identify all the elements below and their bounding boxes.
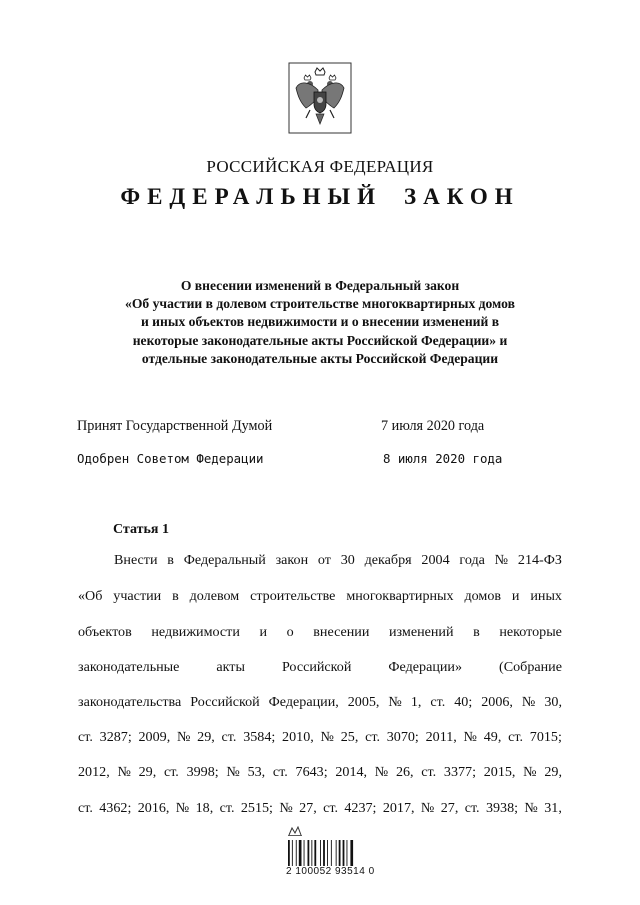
body-word: строительстве xyxy=(250,588,336,604)
article-heading: Статья 1 xyxy=(113,522,169,537)
body-word: 2014, xyxy=(335,764,368,780)
body-word: 30, xyxy=(544,694,562,710)
body-word: ст. xyxy=(421,764,437,780)
body-word: о xyxy=(286,624,294,640)
law-type-word-federal: ФЕДЕРАЛЬНЫЙ xyxy=(120,184,383,209)
body-word: 49, xyxy=(483,729,502,745)
body-word: многоквартирных xyxy=(346,588,454,604)
body-line xyxy=(78,552,562,572)
body-word: ст. xyxy=(219,800,235,816)
body-word: № xyxy=(226,764,240,780)
country-name: РОССИЙСКАЯ ФЕДЕРАЦИЯ xyxy=(206,157,434,176)
body-word: внесении xyxy=(313,624,370,640)
law-title-line: некоторые законодательные акты Российской Федерации» и xyxy=(132,332,508,348)
council-approval-label: Одобрен Советом Федерации xyxy=(77,451,264,466)
body-word: ст. xyxy=(163,764,179,780)
body-word: года xyxy=(459,552,485,568)
body-word: 2006, xyxy=(481,694,513,710)
body-word: № xyxy=(117,764,131,780)
body-word: 2017, xyxy=(382,800,415,816)
body-word: № xyxy=(523,764,537,780)
body-word: 53, xyxy=(247,764,266,780)
body-word: 31, xyxy=(544,800,562,816)
body-word: в xyxy=(473,624,480,640)
body-word: Федерации» xyxy=(388,659,463,675)
body-word: № xyxy=(463,729,477,745)
body-word: ст. xyxy=(365,729,380,745)
body-line xyxy=(78,588,562,608)
body-word: 29, xyxy=(197,729,215,745)
body-word: долевом xyxy=(189,588,240,604)
body-word: 30 xyxy=(340,552,355,568)
body-word: 2010, xyxy=(282,729,314,745)
body-word: 2004 xyxy=(421,552,450,568)
body-word: 29, xyxy=(138,764,157,780)
body-word: ст. xyxy=(323,800,338,816)
barcode-icon xyxy=(287,840,357,868)
body-word: 3070; xyxy=(386,729,419,745)
body-word: 40; xyxy=(454,694,473,710)
body-word: 2011, xyxy=(425,729,457,745)
body-word: ст. xyxy=(221,729,237,745)
body-word: № xyxy=(524,800,538,816)
body-word: 4362; xyxy=(99,800,132,816)
body-line xyxy=(78,764,562,784)
body-line xyxy=(78,800,562,820)
body-word: в xyxy=(172,588,179,604)
body-word: № xyxy=(388,694,402,710)
body-word: ст. xyxy=(430,694,446,710)
body-word: законодательства xyxy=(78,694,182,710)
body-word: 2005, xyxy=(347,694,380,710)
body-word: законодательные xyxy=(78,659,180,675)
body-word: 4237; xyxy=(344,800,377,816)
council-approval-row xyxy=(77,451,577,471)
body-line xyxy=(78,624,562,644)
body-word: № xyxy=(320,729,334,745)
body-word: № xyxy=(279,800,293,816)
body-word: Федерации, xyxy=(268,694,339,710)
body-word: ст. xyxy=(508,729,524,745)
body-word: акты xyxy=(216,659,245,675)
body-word: 2012, xyxy=(78,764,110,780)
body-word: № xyxy=(521,694,536,710)
body-word: № xyxy=(494,552,509,568)
law-title-line: и иных объектов недвижимости и о внесении изменений в xyxy=(140,314,500,330)
body-word: изменений xyxy=(388,624,454,640)
body-word: № xyxy=(176,729,191,745)
council-approval-date: 8 июля 2020 года xyxy=(383,451,503,466)
law-title xyxy=(80,277,560,368)
body-word: ст. xyxy=(464,800,480,816)
body-word: ст. xyxy=(78,729,93,745)
body-word: № xyxy=(420,800,435,816)
body-word: и xyxy=(259,624,268,640)
body-word: недвижимости xyxy=(151,624,240,640)
body-word: декабря xyxy=(364,552,412,568)
law-title-line: отдельные законодательные акты Российской Федерации xyxy=(141,350,499,366)
body-word: 29, xyxy=(544,764,562,780)
body-word: «Об xyxy=(78,588,103,604)
body-word: и xyxy=(511,588,520,604)
coat-of-arms-emblem-icon xyxy=(288,62,352,134)
body-word: домов xyxy=(464,588,502,604)
body-word: 3584; xyxy=(243,729,276,745)
body-word: участии xyxy=(113,588,162,604)
body-word: Федеральный xyxy=(183,552,266,568)
body-word: в xyxy=(167,552,174,568)
body-word: 3998; xyxy=(186,764,219,780)
footer-mark-icon xyxy=(288,826,302,839)
duma-adoption-label: Принят Государственной Думой xyxy=(77,418,273,434)
body-word: 3377; xyxy=(443,764,477,780)
body-line xyxy=(78,659,562,679)
body-word: 27, xyxy=(440,800,459,816)
body-word: 26, xyxy=(395,764,414,780)
body-word: некоторые xyxy=(499,624,562,640)
law-title-line: О внесении изменений в Федеральный закон xyxy=(180,278,460,293)
body-word: Российской xyxy=(281,659,352,675)
body-word: 214-ФЗ xyxy=(517,552,562,568)
body-word: № xyxy=(374,764,389,780)
body-line xyxy=(78,694,562,714)
body-word: объектов xyxy=(78,624,132,640)
body-word: ст. xyxy=(78,800,93,816)
body-word: 2016, xyxy=(137,800,170,816)
body-word: 27, xyxy=(299,800,317,816)
body-word: 25, xyxy=(340,729,359,745)
body-word: № xyxy=(175,800,190,816)
body-word: Внести xyxy=(114,552,158,568)
body-word: 3938; xyxy=(485,800,519,816)
law-title-line: «Об участии в долевом строительстве многоквартирных домов xyxy=(125,296,515,312)
body-word: закон xyxy=(275,552,309,568)
body-word: от xyxy=(317,552,331,568)
law-type-word-law: ЗАКОН xyxy=(404,184,520,209)
body-word: 7643; xyxy=(295,764,328,780)
body-word: 3287; xyxy=(99,729,132,745)
body-word: 2009, xyxy=(138,729,171,745)
body-word: иных xyxy=(530,588,562,604)
body-word: 2015, xyxy=(483,764,516,780)
body-word: 18, xyxy=(195,800,214,816)
barcode-number: 2 100052 93514 0 xyxy=(286,866,375,877)
body-word: (Собрание xyxy=(499,659,562,675)
document-type-heading xyxy=(0,184,640,210)
body-line xyxy=(78,729,562,749)
body-word: 1, xyxy=(410,694,422,710)
body-word: ст. xyxy=(272,764,288,780)
duma-adoption-row xyxy=(77,418,577,438)
duma-adoption-date: 7 июля 2020 года xyxy=(381,418,485,434)
body-word: 2515; xyxy=(240,800,273,816)
body-word: 7015; xyxy=(529,729,562,745)
body-word: Российской xyxy=(190,694,260,710)
